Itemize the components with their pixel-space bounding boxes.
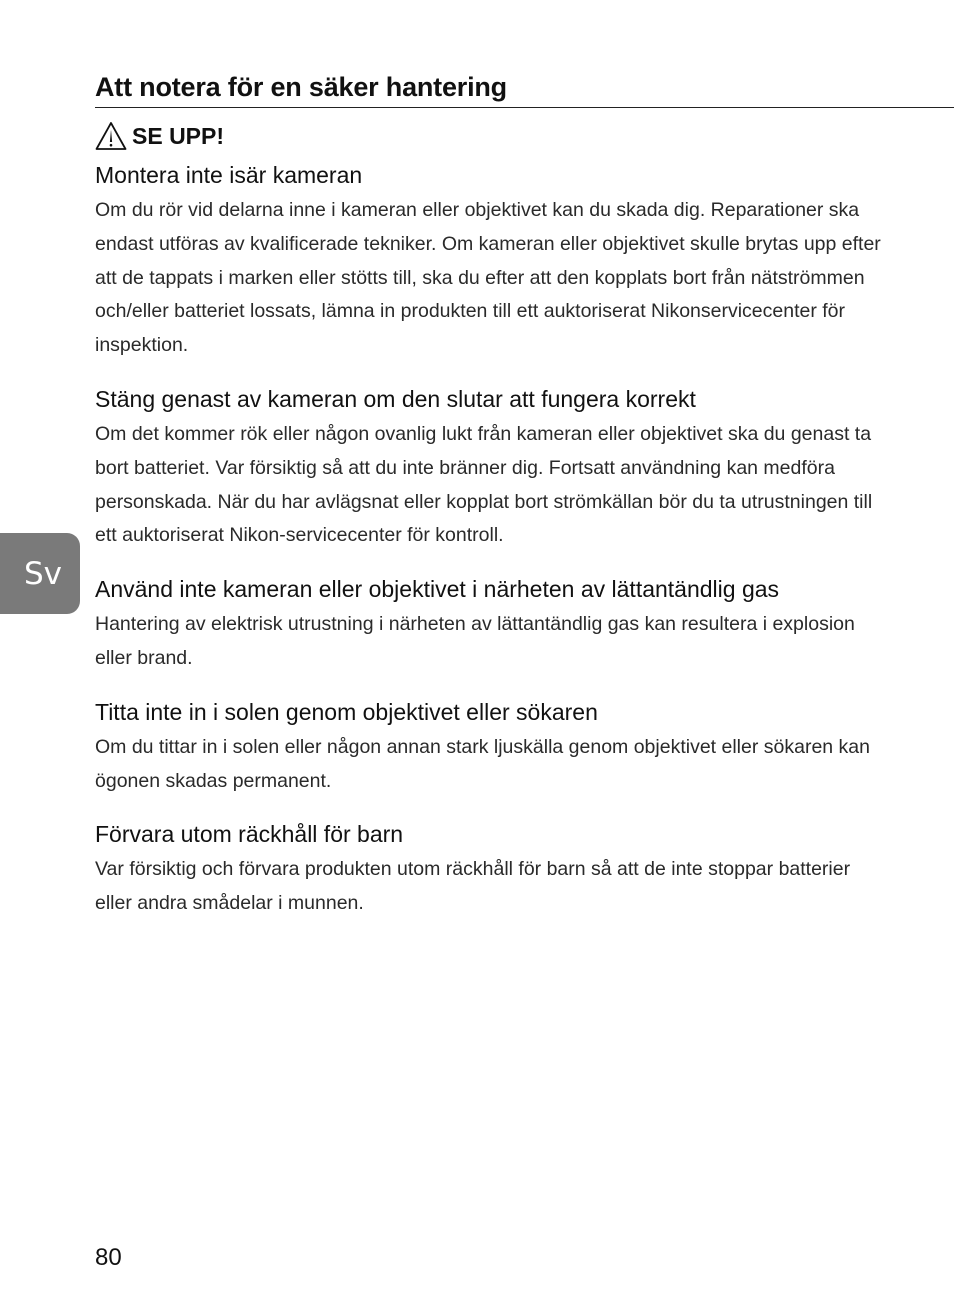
warning-label: SE UPP!	[132, 122, 225, 149]
warning-header	[95, 120, 224, 152]
section-disassembly	[95, 156, 885, 363]
language-tab-label: Sv	[23, 555, 63, 592]
warning-triangle-icon	[95, 121, 127, 151]
section-heading: Förvara utom räckhåll för barn	[95, 821, 404, 848]
section-heading: Titta inte in i solen genom objektivet eller sökaren	[95, 698, 598, 725]
safety-sections	[95, 156, 885, 938]
title-divider	[95, 107, 954, 108]
section-heading: Använd inte kameran eller objektivet i närheten av lättantändlig gas	[95, 576, 780, 603]
section-body: Om du tittar in i solen eller någon annan stark ljuskälla genom objektivet eller sökaren kan ögonen skadas permanent.	[95, 735, 871, 792]
page-number: 80	[95, 1244, 122, 1271]
section-children	[95, 815, 885, 921]
section-body: Om du rör vid delarna inne i kameran eller objektivet kan du skada dig. Reparationer ska endast utföras av kvalificerade tekniker. Om kameran eller objektivet skulle brytas upp efter att de tappats i marken eller stötts till, ska du efter att den kopplats bort från nätströmmen och/eller batteriet lossats, lämna in produkten till ett auktoriserat Nikonservicecenter för inspektion.	[95, 199, 881, 357]
section-heading: Montera inte isär kameran	[95, 162, 363, 188]
section-sun	[95, 693, 885, 799]
page-title: Att notera för en säker hantering	[95, 72, 507, 102]
section-body: Om det kommer rök eller någon ovanlig lukt från kameran eller objektivet ska du genast ta bort batteriet. Var försiktig så att du inte bränner dig. Fortsatt användning kan medföra personskada. När du har avlägsnat eller kopplat bort strömkällan bör du ta utrustningen till ett auktoriserat Nikon-servicecenter för kontroll.	[95, 422, 873, 547]
language-tab	[0, 533, 80, 614]
section-flammable-gas	[95, 570, 885, 676]
section-body: Var försiktig och förvara produkten utom räckhåll för barn så att de inte stoppar batterier eller andra smådelar i munnen.	[95, 858, 851, 915]
section-malfunction	[95, 380, 885, 553]
section-heading: Stäng genast av kameran om den slutar att fungera korrekt	[95, 385, 696, 412]
section-body: Hantering av elektrisk utrustning i närheten av lättantändlig gas kan resultera i explosion eller brand.	[95, 613, 855, 669]
